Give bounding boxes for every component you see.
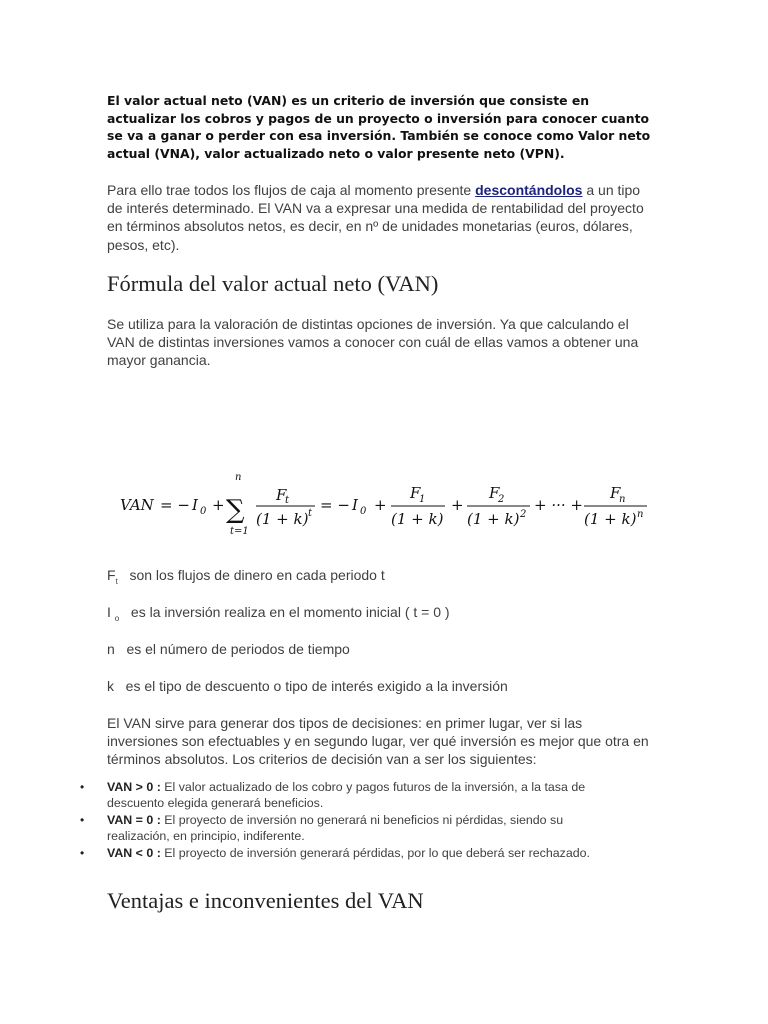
- decision-section: [80, 714, 652, 862]
- criteria-item-positive: [80, 779, 625, 812]
- def-text: es la inversión realiza en el momento inicial ( t = 0 ): [130, 604, 450, 620]
- formula-heading: Fórmula del valor actual neto (VAN): [107, 270, 439, 296]
- van-formula: [120, 468, 650, 540]
- criteria-label: VAN > 0 :: [107, 779, 161, 794]
- formula-f1-sub: 1: [419, 494, 426, 505]
- definition-k: [107, 677, 652, 695]
- para1-before: Para ello trae todos los flujos de caja al momento presente: [107, 182, 476, 198]
- formula-svg: [120, 468, 650, 540]
- formula-eq2: = −: [320, 496, 350, 514]
- formula-f1: F: [410, 484, 421, 502]
- def-text: es el número de periodos de tiempo: [126, 641, 350, 657]
- criteria-text: El valor actualizado de los cobro y pagos futuros de la inversión, a la tasa de descuento elegida generará beneficios.: [107, 779, 586, 811]
- def-text: es el tipo de descuento o tipo de interés exigido a la inversión: [125, 678, 508, 694]
- def-sub: o: [114, 613, 120, 623]
- formula-sum-top: n: [235, 472, 242, 483]
- variable-definitions: [107, 566, 652, 714]
- bullet-icon: •: [80, 779, 85, 794]
- formula-i0-sub: 0: [200, 506, 207, 517]
- formula-ft-sub: t: [285, 495, 290, 506]
- criteria-label: VAN = 0 :: [107, 812, 161, 827]
- usage-paragraph: Se utiliza para la valoración de distintas opciones de inversión. Ya que calculando el VAN de distintas inversiones vamos a conocer con cuál de ellas vamos a obtener una mayor ganancia.: [107, 315, 639, 369]
- def-symbol: F: [107, 567, 116, 583]
- criteria-list: [80, 779, 625, 862]
- formula-den3: (1 + k): [467, 510, 520, 528]
- para1-after: a un tipo de interés determinado. El VAN va a expresar una medida de rentabilidad del proyecto en términos absolutos netos, es decir, en nº de unidades monetarias (euros, dólares, pesos, etc).: [107, 182, 644, 253]
- formula-den2: (1 + k): [391, 510, 444, 528]
- criteria-item-zero: [80, 812, 625, 845]
- bullet-icon: •: [80, 845, 85, 860]
- def-symbol: n: [107, 641, 115, 657]
- bullet-icon: •: [80, 812, 85, 827]
- decision-paragraph: El VAN sirve para generar dos tipos de decisiones: en primer lugar, ver si las inversiones son efectuables y en segundo lugar, ver qué inversión es mejor que otra en términos absolutos. Los criterios de decisión van a ser los siguientes:: [107, 715, 649, 768]
- formula-den4: (1 + k): [584, 510, 637, 528]
- formula-plus2: +: [374, 496, 387, 514]
- formula-f2: F: [489, 484, 500, 502]
- descontandolos-link[interactable]: descontándolos: [475, 182, 583, 198]
- criteria-text: El proyecto de inversión generará pérdidas, por lo que deberá ser rechazado.: [160, 845, 590, 860]
- criteria-item-negative: [80, 845, 625, 862]
- formula-plus3: +: [451, 496, 464, 514]
- formula-plus1: +: [212, 496, 225, 514]
- formula-fn-sub: n: [619, 494, 626, 505]
- formula-fn: F: [610, 484, 621, 502]
- formula-f2-sub: 2: [498, 494, 505, 505]
- formula-sigma: ∑: [226, 495, 245, 525]
- formula-i0b: I: [352, 496, 358, 514]
- formula-den4-exp: n: [637, 509, 644, 520]
- advantages-heading: Ventajas e inconvenientes del VAN: [107, 888, 424, 913]
- article-body: [107, 92, 652, 386]
- def-symbol: k: [107, 678, 114, 694]
- formula-dots: + ··· +: [534, 496, 583, 514]
- definition-i0: [107, 603, 652, 621]
- formula-den1: (1 + k): [256, 510, 309, 528]
- def-symbol: I: [107, 604, 111, 620]
- formula-den1-exp: t: [308, 508, 313, 519]
- formula-van: VAN: [120, 496, 154, 514]
- formula-eq1: = −: [160, 496, 190, 514]
- definition-n: [107, 640, 652, 658]
- criteria-label: VAN < 0 :: [107, 845, 161, 860]
- intro-paragraph: El valor actual neto (VAN) es un criterio de inversión que consiste en actualizar los cobros y pagos de un proyecto o inversión para conocer cuanto se va a ganar o perder con esa inversión. También se conoce como Valor neto actual (VNA), valor actualizado neto o valor presente neto (VPN).: [107, 93, 651, 161]
- def-sub: t: [115, 576, 118, 586]
- formula-i0b-sub: 0: [360, 506, 367, 517]
- formula-sum-bottom: t=1: [230, 526, 249, 537]
- formula-i0: I: [192, 496, 198, 514]
- def-text: son los flujos de dinero en cada periodo t: [129, 567, 385, 583]
- definition-ft: [107, 566, 652, 584]
- formula-den3-exp: 2: [520, 509, 527, 520]
- criteria-text: El proyecto de inversión no generará ni beneficios ni pérdidas, siendo su realización, en principio, indiferente.: [107, 812, 564, 844]
- cash-flow-paragraph: [107, 181, 652, 254]
- formula-ft: F: [276, 486, 287, 504]
